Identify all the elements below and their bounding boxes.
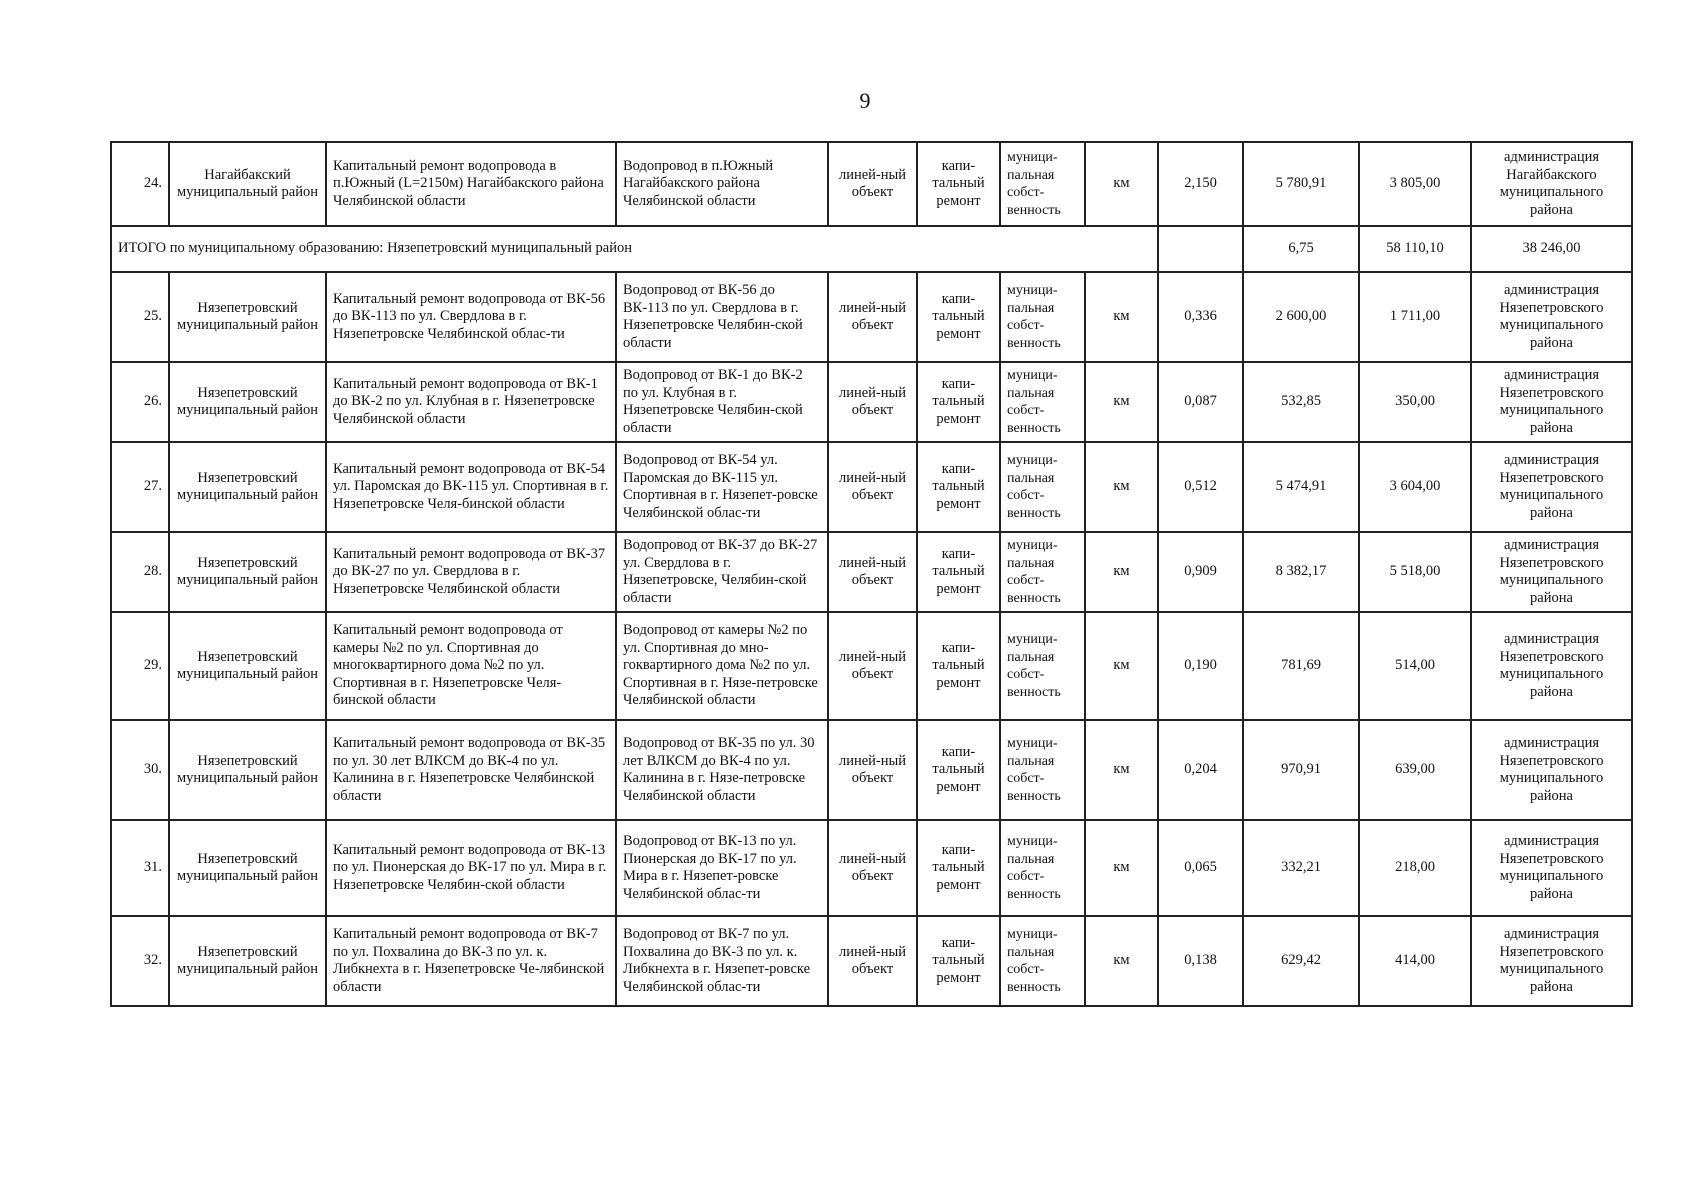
row-number-cell: 28. bbox=[111, 532, 169, 612]
length-cell: 0,065 bbox=[1158, 820, 1243, 916]
customer-cell: администрация Нязепетровского муниципального района bbox=[1471, 612, 1632, 720]
length-cell: 0,336 bbox=[1158, 272, 1243, 362]
ownership-cell: муници-пальная собст-венность bbox=[1000, 820, 1085, 916]
cost-fund-cell: 3 604,00 bbox=[1359, 442, 1471, 532]
object-cell: Водопровод от камеры №2 по ул. Спортивная до мно-гоквартирного дома №2 по ул. Спортивная в г. Нязе-петровске Челябинской области bbox=[616, 612, 828, 720]
work-type-cell: капи-тальный ремонт bbox=[917, 612, 1000, 720]
table-row bbox=[111, 916, 1632, 1006]
work-name-cell: Капитальный ремонт водопровода от ВК-56 до ВК-113 по ул. Свердлова в г. Нязепетровске Челябинской облас-ти bbox=[326, 272, 616, 362]
object-cell: Водопровод от ВК-13 по ул. Пионерская до ВК-17 по ул. Мира в г. Нязепет-ровске Челябинской облас-ти bbox=[616, 820, 828, 916]
object-type-cell: линей-ный объект bbox=[828, 820, 917, 916]
ownership-cell: муници-пальная собст-венность bbox=[1000, 532, 1085, 612]
table-body bbox=[111, 142, 1632, 1006]
cost-total-cell: 970,91 bbox=[1243, 720, 1359, 820]
district-cell: Нязепетровский муниципальный район bbox=[169, 720, 326, 820]
cost-total-cell: 781,69 bbox=[1243, 612, 1359, 720]
cost-total-cell: 2 600,00 bbox=[1243, 272, 1359, 362]
customer-cell: администрация Нязепетровского муниципального района bbox=[1471, 532, 1632, 612]
district-cell: Нязепетровский муниципальный район bbox=[169, 612, 326, 720]
customer-cell: администрация Нязепетровского муниципального района bbox=[1471, 720, 1632, 820]
cost-total-cell: 5 780,91 bbox=[1243, 142, 1359, 226]
customer-cell: администрация Нязепетровского муниципального района bbox=[1471, 820, 1632, 916]
object-cell: Водопровод в п.Южный Нагайбакского района Челябинской области bbox=[616, 142, 828, 226]
work-type-cell: капи-тальный ремонт bbox=[917, 142, 1000, 226]
row-number-cell: 27. bbox=[111, 442, 169, 532]
object-cell: Водопровод от ВК-37 до ВК-27 ул. Свердлова в г. Нязепетровске, Челябин-ской области bbox=[616, 532, 828, 612]
row-number-cell: 29. bbox=[111, 612, 169, 720]
row-number-cell: 25. bbox=[111, 272, 169, 362]
total-row bbox=[111, 226, 1632, 272]
district-cell: Нязепетровский муниципальный район bbox=[169, 442, 326, 532]
cost-fund-cell: 218,00 bbox=[1359, 820, 1471, 916]
work-type-cell: капи-тальный ремонт bbox=[917, 916, 1000, 1006]
length-cell: 0,512 bbox=[1158, 442, 1243, 532]
length-cell: 0,087 bbox=[1158, 362, 1243, 442]
table-row bbox=[111, 362, 1632, 442]
work-name-cell: Капитальный ремонт водопровода от ВК-35 по ул. 30 лет ВЛКСМ до ВК-4 по ул. Калинина в г. Нязепетровске Челябинской области bbox=[326, 720, 616, 820]
unit-cell: км bbox=[1085, 720, 1158, 820]
object-type-cell: линей-ный объект bbox=[828, 362, 917, 442]
district-cell: Нязепетровский муниципальный район bbox=[169, 272, 326, 362]
cost-total-cell: 629,42 bbox=[1243, 916, 1359, 1006]
object-type-cell: линей-ный объект bbox=[828, 272, 917, 362]
ownership-cell: муници-пальная собст-венность bbox=[1000, 916, 1085, 1006]
row-number-cell: 26. bbox=[111, 362, 169, 442]
row-number-cell: 24. bbox=[111, 142, 169, 226]
unit-cell: км bbox=[1085, 142, 1158, 226]
cost-total-cell: 5 474,91 bbox=[1243, 442, 1359, 532]
work-type-cell: капи-тальный ремонт bbox=[917, 820, 1000, 916]
work-name-cell: Капитальный ремонт водопровода от ВК-13 по ул. Пионерская до ВК-17 по ул. Мира в г. Нязепетровске Челябин-ской области bbox=[326, 820, 616, 916]
object-cell: Водопровод от ВК-56 до ВК-113 по ул. Свердлова в г. Нязепетровске Челябин-ской области bbox=[616, 272, 828, 362]
unit-cell: км bbox=[1085, 916, 1158, 1006]
work-name-cell: Капитальный ремонт водопровода от ВК-54 ул. Паромская до ВК-115 ул. Спортивная в г. Нязепетровске Челя-бинской области bbox=[326, 442, 616, 532]
page-number: 9 bbox=[859, 88, 871, 113]
work-type-cell: капи-тальный ремонт bbox=[917, 272, 1000, 362]
length-cell: 0,909 bbox=[1158, 532, 1243, 612]
length-cell: 0,190 bbox=[1158, 612, 1243, 720]
cost-total-cell: 532,85 bbox=[1243, 362, 1359, 442]
length-cell: 0,204 bbox=[1158, 720, 1243, 820]
object-cell: Водопровод от ВК-1 до ВК-2 по ул. Клубная в г. Нязепетровске Челябин-ской области bbox=[616, 362, 828, 442]
district-cell: Нязепетровский муниципальный район bbox=[169, 532, 326, 612]
table-row bbox=[111, 532, 1632, 612]
ownership-cell: муници-пальная собст-венность bbox=[1000, 612, 1085, 720]
objects-table bbox=[110, 141, 1633, 1007]
table-row bbox=[111, 612, 1632, 720]
object-type-cell: линей-ный объект bbox=[828, 720, 917, 820]
customer-cell: администрация Нагайбакского муниципального района bbox=[1471, 142, 1632, 226]
unit-cell: км bbox=[1085, 442, 1158, 532]
object-type-cell: линей-ный объект bbox=[828, 532, 917, 612]
ownership-cell: муници-пальная собст-венность bbox=[1000, 272, 1085, 362]
work-name-cell: Капитальный ремонт водопровода в п.Южный (L=2150м) Нагайбакского района Челябинской области bbox=[326, 142, 616, 226]
object-type-cell: линей-ный объект bbox=[828, 442, 917, 532]
customer-cell: администрация Нязепетровского муниципального района bbox=[1471, 916, 1632, 1006]
cost-fund-cell: 414,00 bbox=[1359, 916, 1471, 1006]
customer-cell: администрация Нязепетровского муниципального района bbox=[1471, 362, 1632, 442]
object-cell: Водопровод от ВК-54 ул. Паромская до ВК-115 ул. Спортивная в г. Нязепет-ровске Челябинской облас-ти bbox=[616, 442, 828, 532]
total-empty-cell bbox=[1158, 226, 1243, 272]
row-number-cell: 31. bbox=[111, 820, 169, 916]
cost-fund-cell: 514,00 bbox=[1359, 612, 1471, 720]
ownership-cell: муници-пальная собст-венность bbox=[1000, 720, 1085, 820]
work-type-cell: капи-тальный ремонт bbox=[917, 362, 1000, 442]
customer-cell: администрация Нязепетровского муниципального района bbox=[1471, 272, 1632, 362]
district-cell: Нязепетровский муниципальный район bbox=[169, 916, 326, 1006]
object-cell: Водопровод от ВК-7 по ул. Похвалина до ВК-3 по ул. к. Либкнехта в г. Нязепет-ровске Челябинской облас-ти bbox=[616, 916, 828, 1006]
cost-total-cell: 8 382,17 bbox=[1243, 532, 1359, 612]
district-cell: Нязепетровский муниципальный район bbox=[169, 362, 326, 442]
unit-cell: км bbox=[1085, 612, 1158, 720]
table-row bbox=[111, 820, 1632, 916]
cost-fund-cell: 350,00 bbox=[1359, 362, 1471, 442]
ownership-cell: муници-пальная собст-венность bbox=[1000, 142, 1085, 226]
table-row bbox=[111, 272, 1632, 362]
cost-fund-cell: 639,00 bbox=[1359, 720, 1471, 820]
object-type-cell: линей-ный объект bbox=[828, 916, 917, 1006]
district-cell: Нязепетровский муниципальный район bbox=[169, 820, 326, 916]
unit-cell: км bbox=[1085, 272, 1158, 362]
object-type-cell: линей-ный объект bbox=[828, 142, 917, 226]
table-row bbox=[111, 720, 1632, 820]
total-length-cell: 6,75 bbox=[1243, 226, 1359, 272]
work-type-cell: капи-тальный ремонт bbox=[917, 442, 1000, 532]
customer-cell: администрация Нязепетровского муниципального района bbox=[1471, 442, 1632, 532]
total-fund-cell: 38 246,00 bbox=[1471, 226, 1632, 272]
work-type-cell: капи-тальный ремонт bbox=[917, 720, 1000, 820]
work-name-cell: Капитальный ремонт водопровода от камеры №2 по ул. Спортивная до многоквартирного дома №2 по ул. Спортивная в г. Нязепетровске Челя-бинской области bbox=[326, 612, 616, 720]
total-cost-cell: 58 110,10 bbox=[1359, 226, 1471, 272]
cost-fund-cell: 1 711,00 bbox=[1359, 272, 1471, 362]
cost-total-cell: 332,21 bbox=[1243, 820, 1359, 916]
table-row bbox=[111, 442, 1632, 532]
unit-cell: км bbox=[1085, 532, 1158, 612]
length-cell: 0,138 bbox=[1158, 916, 1243, 1006]
work-name-cell: Капитальный ремонт водопровода от ВК-37 до ВК-27 по ул. Свердлова в г. Нязепетровске Челябинской области bbox=[326, 532, 616, 612]
cost-fund-cell: 3 805,00 bbox=[1359, 142, 1471, 226]
cost-fund-cell: 5 518,00 bbox=[1359, 532, 1471, 612]
row-number-cell: 32. bbox=[111, 916, 169, 1006]
ownership-cell: муници-пальная собст-венность bbox=[1000, 362, 1085, 442]
district-cell: Нагайбакский муниципальный район bbox=[169, 142, 326, 226]
row-number-cell: 30. bbox=[111, 720, 169, 820]
work-type-cell: капи-тальный ремонт bbox=[917, 532, 1000, 612]
unit-cell: км bbox=[1085, 820, 1158, 916]
object-type-cell: линей-ный объект bbox=[828, 612, 917, 720]
total-label-cell: ИТОГО по муниципальному образованию: Нязепетровский муниципальный район bbox=[111, 226, 1158, 272]
ownership-cell: муници-пальная собст-венность bbox=[1000, 442, 1085, 532]
table-row bbox=[111, 142, 1632, 226]
object-cell: Водопровод от ВК-35 по ул. 30 лет ВЛКСМ до ВК-4 по ул. Калинина в г. Нязе-петровске Челябинской области bbox=[616, 720, 828, 820]
unit-cell: км bbox=[1085, 362, 1158, 442]
work-name-cell: Капитальный ремонт водопровода от ВК-7 по ул. Похвалина до ВК-3 по ул. к. Либкнехта в г. Нязепетровске Че-лябинской области bbox=[326, 916, 616, 1006]
length-cell: 2,150 bbox=[1158, 142, 1243, 226]
work-name-cell: Капитальный ремонт водопровода от ВК-1 до ВК-2 по ул. Клубная в г. Нязепетровске Челябинской области bbox=[326, 362, 616, 442]
